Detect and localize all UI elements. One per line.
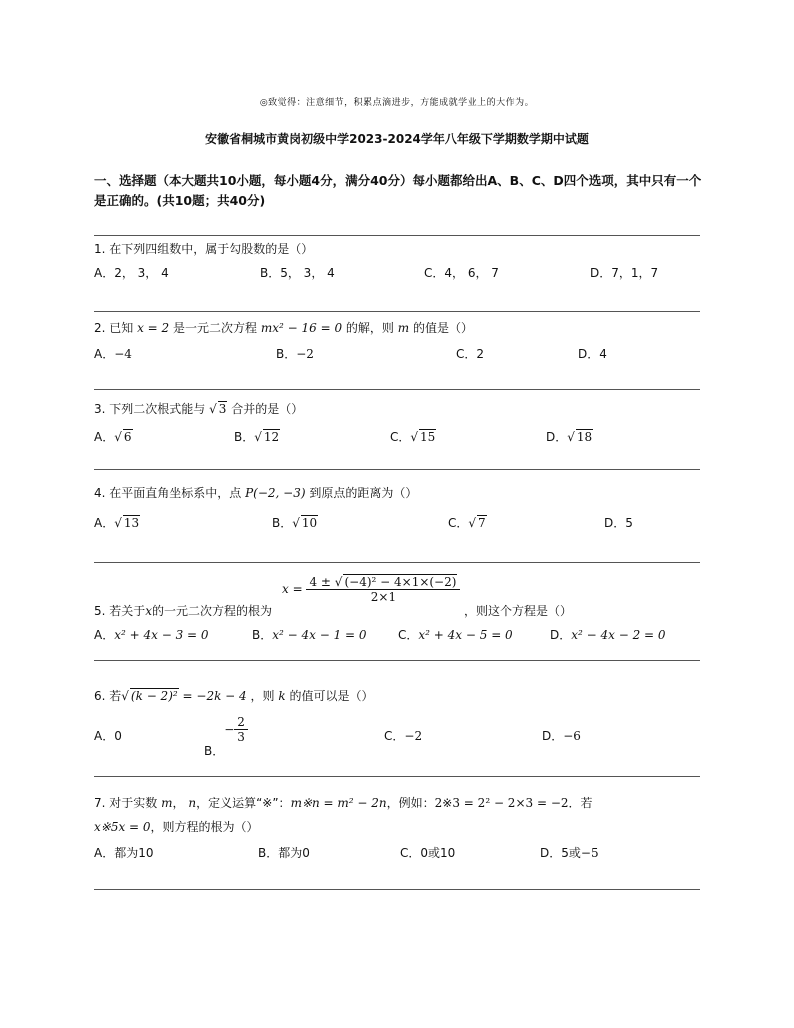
option-a[interactable]: A．2， 3， 4 [94, 266, 169, 280]
divider [94, 311, 700, 312]
option-c[interactable]: C．2 [456, 347, 485, 361]
option-c[interactable]: C．x² + 4x − 5 = 0 [398, 628, 513, 642]
question-stem: 5. 若关于x的一元二次方程的根为 [94, 604, 273, 618]
option-d[interactable]: D．√ 18 [546, 430, 593, 444]
option-b[interactable]: B．都为0 [258, 846, 310, 860]
root-formula: x = $\frac{\text{4 ± √ (−4)² − 4×1×(−2)}}{2\times 1}$ [282, 574, 460, 604]
option-b[interactable]: B．√ 10 [272, 516, 318, 530]
question-stem-tail: ，则这个方程是（） [464, 604, 573, 618]
divider [94, 889, 700, 890]
option-a[interactable]: A．√ 6 [94, 430, 132, 444]
motto: ◎致觉得：注意细节，积累点滴进步，方能成就学业上的大作为。 [259, 98, 535, 108]
option-a[interactable]: A．−4 [94, 347, 132, 361]
option-d[interactable]: D．5或−5 [540, 846, 599, 860]
option-b[interactable]: B．−2 [276, 347, 314, 361]
option-c[interactable]: C．√ 15 [390, 430, 436, 444]
option-a[interactable]: A．x² + 4x − 3 = 0 [94, 628, 209, 642]
option-b[interactable]: B．x² − 4x − 1 = 0 [252, 628, 367, 642]
question-stem: 1. 在下列四组数中，属于勾股数的是（） [94, 242, 314, 256]
option-c[interactable]: C．√ 7 [448, 516, 486, 530]
option-c[interactable]: C．−2 [384, 729, 423, 743]
option-d[interactable]: D．7，1，7 [590, 266, 659, 280]
divider [94, 660, 700, 661]
option-d[interactable]: D．5 [604, 516, 633, 530]
question-stem: 6. 若√ (k − 2)² = −2k − 4 ，则 k 的值可以是（） [94, 689, 374, 703]
option-b[interactable]: B．− $\frac{2}{3}$ [204, 715, 248, 744]
question-stem: 2. 已知 x = 2 是一元二次方程 mx² − 16 = 0 的解，则 m 的值是（） [94, 321, 473, 335]
option-a[interactable]: A．都为10 [94, 846, 154, 860]
option-b[interactable]: B．√ 12 [234, 430, 280, 444]
option-a[interactable]: A．√ 13 [94, 516, 140, 530]
question-stem: 7. 对于实数 m， n，定义运算“※”：m※n = m² − 2n，例如：2※3 = 2² − 2×3 = −2．若 [94, 796, 593, 810]
question-stem: 3. 下列二次根式能与 √ 3 合并的是（） [94, 402, 304, 416]
question-stem-line2: x※5x = 0，则方程的根为（） [94, 820, 259, 834]
divider [94, 469, 700, 470]
option-d[interactable]: D．−6 [542, 729, 581, 743]
option-d[interactable]: D．4 [578, 347, 607, 361]
question-stem: 4. 在平面直角坐标系中，点 P(−2, −3) 到原点的距离为（） [94, 486, 418, 500]
divider [94, 389, 700, 390]
page-title: 安徽省桐城市黄岗初级中学2023-2024学年八年级下学期数学期中试题 [205, 132, 589, 146]
divider [94, 562, 700, 563]
divider [94, 235, 700, 236]
option-d[interactable]: D．x² − 4x − 2 = 0 [550, 628, 666, 642]
divider [94, 776, 700, 777]
option-c[interactable]: C．4， 6， 7 [424, 266, 499, 280]
option-b[interactable]: B．5， 3， 4 [260, 266, 335, 280]
option-a[interactable]: A．0 [94, 729, 122, 743]
section-heading: 一、选择题（本大题共10小题，每小题4分，满分40分）每小题都给出A、B、C、D四个选项，其中只有一个是正确的。(共10题；共40分) [94, 173, 702, 208]
option-c[interactable]: C．0或10 [400, 846, 456, 860]
